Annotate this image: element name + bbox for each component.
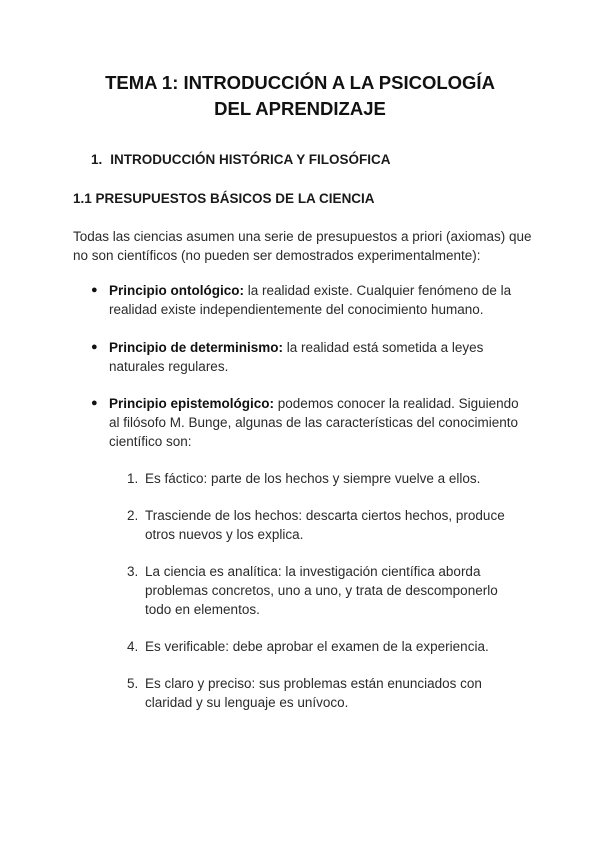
- list-item-number: 4.: [127, 639, 139, 654]
- bullet-term: Principio de determinismo:: [109, 340, 284, 355]
- section-1-1-heading: 1.1 PRESUPUESTOS BÁSICOS DE LA CIENCIA: [73, 191, 375, 206]
- list-item-text: Trasciende de los hechos: descarta ciertos hechos, produce otros nuevos y los explica.: [145, 508, 505, 542]
- section-1-heading: [91, 151, 391, 169]
- bullet-dot-icon: ●: [91, 284, 98, 296]
- bullet-item-epistemologico: [91, 394, 531, 451]
- bullet-dot-icon: ●: [91, 397, 98, 409]
- list-item: [127, 562, 527, 619]
- list-item-number: 3.: [127, 564, 139, 579]
- bullet-dot-icon: ●: [91, 341, 98, 353]
- list-item: [127, 469, 527, 488]
- bullet-text: la realidad existe. Cualquier fenómeno de la realidad existe independientemente del conocimiento humano.: [109, 283, 512, 317]
- list-item-number: 5.: [127, 676, 139, 691]
- document-title-line-2: DEL APRENDIZAJE: [214, 98, 386, 119]
- bullet-text: podemos conocer la realidad. Siguiendo al filósofo M. Bunge, algunas de las características del conocimiento científico son:: [109, 396, 519, 449]
- bullet-item-ontologico: [91, 281, 531, 319]
- list-item: [127, 674, 527, 712]
- document-title: [60, 70, 540, 122]
- list-item-text: Es fáctico: parte de los hechos y siempre vuelve a ellos.: [145, 471, 481, 486]
- list-item-text: Es claro y preciso: sus problemas están enunciados con claridad y su lenguaje es unívoco.: [145, 676, 482, 710]
- bullet-text: la realidad está sometida a leyes naturales regulares.: [109, 340, 484, 374]
- section-1-title: INTRODUCCIÓN HISTÓRICA Y FILOSÓFICA: [110, 152, 391, 167]
- list-item: [127, 506, 527, 544]
- bullet-term: Principio ontológico:: [109, 283, 244, 298]
- list-item: [127, 637, 527, 656]
- section-1-number: 1.: [91, 152, 103, 167]
- list-item-number: 1.: [127, 471, 139, 486]
- intro-paragraph: Todas las ciencias asumen una serie de presupuestos a priori (axiomas) que no son científicos (no pueden ser demostrados experimentalmente):: [73, 229, 532, 263]
- list-item-text: La ciencia es analítica: la investigación científica aborda problemas concretos, uno a uno, y trata de descomponerlo todo en elementos.: [145, 564, 498, 617]
- list-item-number: 2.: [127, 508, 139, 523]
- bullet-content: [109, 394, 531, 451]
- list-item-text: Es verificable: debe aprobar el examen de la experiencia.: [145, 639, 489, 654]
- bullet-content: [109, 281, 531, 319]
- bullet-item-determinismo: [91, 338, 531, 376]
- bullet-content: [109, 338, 531, 376]
- bullet-term: Principio epistemológico:: [109, 396, 275, 411]
- document-title-line-1: TEMA 1: INTRODUCCIÓN A LA PSICOLOGÍA: [105, 72, 495, 93]
